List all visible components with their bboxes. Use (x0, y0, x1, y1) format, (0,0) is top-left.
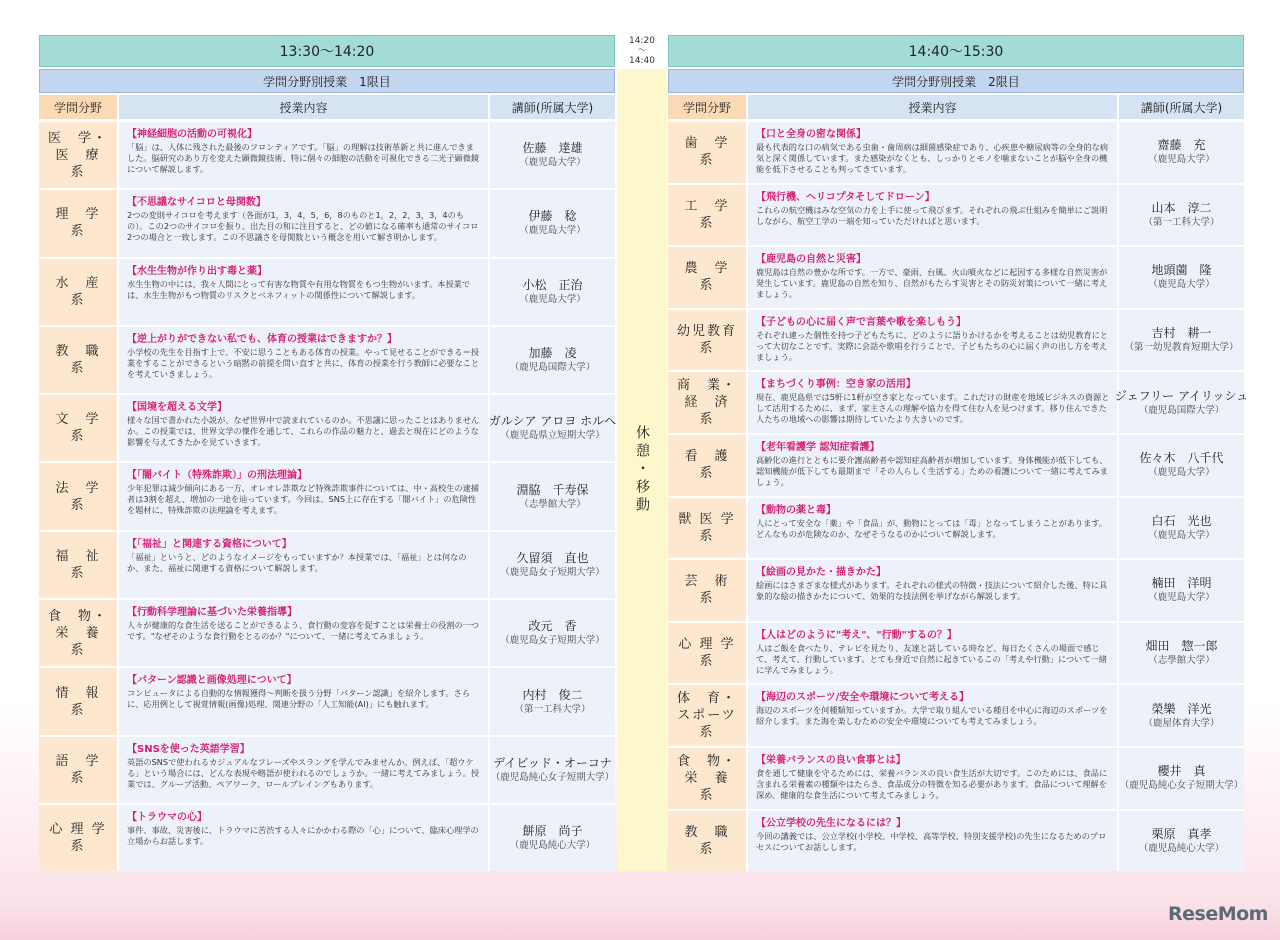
content-cell (746, 435, 1117, 496)
lecturer-cell (1117, 498, 1244, 559)
class-description: コンピュータによる自動的な情報獲得～判断を扱う分野「パターン認識」を紹介します。さらに、応用例として視覚情報(画像)処理、関連分野の「人工知能(AI)」にも触れます。 (127, 688, 471, 710)
lecturer-affiliation: （鹿児島女子短期大学） (500, 635, 605, 647)
class-title: 【絵画の見かた・描きかた】 (756, 567, 886, 579)
field-cell (668, 185, 746, 246)
content-cell (117, 668, 488, 734)
period1-title: 学問分野別授業 1限目 (39, 69, 615, 93)
lecturer-cell (1117, 748, 1244, 809)
table-row (668, 183, 1244, 246)
content-cell (746, 185, 1117, 246)
content-cell (746, 685, 1117, 746)
class-title: 【「福祉」と関連する資格について】 (127, 538, 292, 550)
content-cell (117, 395, 488, 461)
class-title: 【トラウマの心】 (127, 811, 207, 823)
field-cell (668, 122, 746, 183)
content-cell (117, 600, 488, 666)
class-description: 鹿児島は自然の豊かな所です。一方で、豪雨、台風、火山噴火などに起因する多様な自然災害が発生しています。鹿児島の自然を知り、自然がもたらす災害とその防災対策について一緒に考えましょう。 (756, 267, 1108, 300)
lecturer-affiliation: （第一幼児教育短期大学） (1124, 342, 1239, 354)
class-title: 【逆上がりができない私でも、体育の授業はできますか？】 (127, 333, 397, 345)
field-label: 情 報 系 (55, 685, 116, 718)
content-cell (117, 259, 488, 325)
lecturer-affiliation: （鹿児島純心大学） (509, 840, 596, 852)
class-title: 【パターン認識と画像処理について】 (127, 675, 297, 687)
class-title: 【行動科学理論に基づいた栄養指導】 (127, 607, 297, 619)
content-cell (746, 247, 1117, 308)
period1-time: 13:30～14:20 (39, 35, 615, 67)
field-label: 獣 医 学 系 (678, 511, 736, 544)
content-cell (746, 560, 1117, 621)
class-description: 水生生物の中には、我々人間にとって有害な物質や有用な物質をもつ生物がいます。本授業では、水生生物がもつ物質のリスクとベネフィットの関係性について解説します。 (127, 278, 471, 300)
content-cell (117, 805, 488, 871)
table-row (39, 120, 615, 188)
class-description: 2つの変則サイコロを考えます（各面が1，3，4，5，6，8のものと1，2，2，3，3，4のもの）。この2つのサイコロを振り、出た目の和に注目すると、どの値になる確率も通常のサイコロ2つの場合と一致します。この不思議さを母関数という概念を用いて解き明かします。 (127, 210, 479, 243)
table-row (668, 558, 1244, 621)
logo-text: ReseMom (1168, 903, 1268, 925)
field-cell (39, 668, 117, 734)
lecturer-cell (1117, 310, 1244, 371)
class-description: 少年犯罪は減少傾向にある一方、オレオレ詐欺など特殊詐欺事件については、中・高校生の逮捕者は3割を超え、増加の一途を辿っています。今回は、SNS上に存在する「闇バイト」の危険性を題材に、特殊詐欺の法理論を考えます。 (127, 483, 479, 516)
field-label: 語 学 系 (55, 753, 116, 786)
table-row (39, 735, 615, 803)
field-label: 体 育・ スポーツ系 (676, 691, 737, 741)
lecturer-affiliation: （鹿児島国際大学） (1138, 404, 1225, 416)
content-cell (117, 327, 488, 393)
class-description: 食を通して健康を守るためには、栄養バランスの良い食生活が大切です。このためには、食品に含まれる栄養素の種類やはたらき、食品成分の特徴を知る必要があります。食品について理解を深め、健康的な食生活について考えてみましょう。 (756, 767, 1108, 800)
field-cell (39, 190, 117, 256)
table-row (668, 245, 1244, 308)
lecturer-affiliation: （鹿児島大学） (1148, 592, 1215, 604)
field-label: 幼児教育系 (676, 324, 737, 357)
field-label: 歯 学 系 (684, 136, 745, 169)
class-title: 【口と全身の密な関係】 (756, 129, 866, 140)
class-title: 【人はどのように"考え"、"行動"するの？】 (756, 629, 957, 641)
class-title: 【海辺のスポーツ/安全や環境について考える】 (756, 692, 970, 704)
content-cell (746, 811, 1117, 872)
lecturer-cell (488, 122, 615, 188)
lecturer-name: 栗原 真孝 (1151, 826, 1212, 841)
column-header-content: 授業内容 (117, 95, 488, 120)
lecturer-name: 加藤 凌 (528, 346, 577, 361)
field-cell (668, 498, 746, 559)
table-row (39, 530, 615, 598)
field-label: 食 物・ 栄 養 系 (47, 608, 116, 658)
field-cell (668, 811, 746, 872)
field-cell (39, 122, 117, 188)
lecturer-name: 地頭薗 隆 (1151, 263, 1212, 278)
lecturer-affiliation: （鹿児島純心大学） (1138, 842, 1225, 854)
lecturer-name: 榮樂 洋光 (1151, 701, 1212, 716)
column-header-lecturer: 講師(所属大学) (1117, 95, 1244, 120)
lecturer-affiliation: （第一工科大学） (1143, 216, 1220, 228)
field-cell (39, 600, 117, 666)
table-row (668, 370, 1249, 433)
class-description: 今回の講義では、公立学校(小学校、中学校、高等学校、特別支援学校)の先生になるためのプロセスについてお話しします。 (756, 830, 1107, 852)
period1-table (39, 95, 615, 871)
period1-column-headers (39, 95, 615, 120)
lecturer-cell (1114, 372, 1249, 433)
lecturer-cell (488, 190, 615, 256)
lecturer-affiliation: （鹿児島大学） (1148, 529, 1215, 541)
lecturer-name: 佐藤 達雄 (522, 141, 583, 156)
lecturer-cell (488, 327, 615, 393)
table-row (668, 621, 1244, 684)
lecturer-affiliation: （鹿児島大学） (1148, 467, 1215, 479)
field-label: 医 学・ 医 療 系 (47, 130, 116, 180)
lecturer-cell (488, 532, 615, 598)
lecturer-affiliation: （鹿児島県立短期大学） (500, 430, 605, 442)
field-label: 心 理 学 系 (678, 637, 736, 670)
lecturer-cell (1117, 560, 1244, 621)
field-cell (39, 395, 117, 461)
lecturer-affiliation: （鹿児島大学） (519, 225, 586, 237)
field-cell (39, 737, 117, 803)
table-row (39, 257, 615, 325)
lecturer-affiliation: （鹿屋体育大学） (1143, 717, 1220, 729)
field-cell (668, 372, 746, 433)
lecturer-name: 淵脇 千寿保 (516, 482, 589, 497)
class-title: 【SNSを使った英語学習】 (127, 743, 250, 755)
lecturer-name: 山本 淳二 (1151, 200, 1212, 215)
column-header-field: 学問分野 (39, 95, 117, 120)
lecturer-name: 楠田 洋明 (1151, 576, 1212, 591)
content-cell (746, 310, 1117, 371)
field-cell (668, 560, 746, 621)
table-row (39, 393, 615, 461)
field-label: 法 学 系 (55, 480, 116, 513)
lecturer-name: 餅原 尚子 (522, 824, 583, 839)
column-header-lecturer: 講師(所属大学) (488, 95, 615, 120)
class-title: 【不思議なサイコロと母関数】 (127, 197, 266, 209)
table-row (39, 461, 615, 529)
field-cell (39, 532, 117, 598)
lecturer-name: 伊藤 稔 (528, 209, 577, 224)
period2-column-headers (668, 95, 1244, 120)
lecturer-cell (1117, 623, 1244, 684)
lecturer-affiliation: （鹿児島純心女子短期大学） (490, 771, 615, 783)
class-description: 絵画にはさまざまな様式があります。それぞれの様式の特徴・技法について紹介した後、特に具象的な絵の描きかたについて、効果的な技法例を挙げながら解説します。 (756, 580, 1108, 602)
lecturer-cell (488, 600, 615, 666)
content-cell (117, 737, 488, 803)
lecturer-affiliation: （鹿児島国際大学） (509, 362, 596, 374)
content-cell (746, 748, 1117, 809)
content-cell (117, 122, 488, 188)
table-row (668, 683, 1244, 746)
lecturer-name: 白石 光也 (1151, 513, 1212, 528)
field-label: 福 祉 系 (55, 548, 116, 581)
break-label: 休憩・移動 (634, 425, 650, 515)
class-description: 人々が健康的な食生活を送ることができるよう、食行動の変容を促すことは栄養士の役割の一つです。"なぜそのような食行動をとるのか？"について、一緒に考えてみましょう。 (127, 620, 480, 642)
period2-time: 14:40～15:30 (668, 35, 1244, 67)
content-cell (117, 190, 488, 256)
class-title: 【老年看護学 認知症看護】 (756, 441, 880, 453)
class-description: 現在、鹿児島県では5軒に1軒が空き家となっています。これだけの財産を地域ビジネスの資源として活用するために、まず、家主さんの理解や協力を得て住む人を見つけます。移り住んできた人たちの地域への影響は期待していたより大きいのです。 (756, 392, 1110, 425)
class-title: 【「闇バイト（特殊詐欺）」の刑法理論】 (127, 470, 307, 482)
class-title: 【子どもの心に届く声で言葉や歌を楽しもう】 (756, 316, 966, 328)
class-title: 【動物の薬と毒】 (756, 504, 836, 516)
lecturer-affiliation: （鹿児島女子短期大学） (500, 566, 605, 578)
field-cell (668, 435, 746, 496)
field-cell (668, 247, 746, 308)
class-description: 人にとって安全な「薬」や「食品」が、動物にとっては「毒」となってしまうことがあります。どんなものが危険なのか、なぜそうなるのかについて解説します。 (756, 517, 1108, 539)
break-time-sep: ～ (637, 46, 647, 56)
class-description: 高齢化の進行とともに要介護高齢者や認知症高齢者が増加しています。身体機能が低下しても、認知機能が低下しても最期まで「その人らしく生活する」ための看護について一緒に考えてみましょう。 (756, 454, 1108, 487)
class-description: 様々な国で書かれた小説が、なぜ世界中で読まれているのか。不思議に思ったことはありませんか。この授業では、世界文学の傑作を通して、これらの作品の魅力と、過去と現在にどのような影響を与えてきたかを見ていきます。 (127, 415, 480, 448)
field-label: 水 産 系 (55, 275, 116, 308)
field-cell (39, 463, 117, 529)
lecturer-name: 佐々木 八千代 (1139, 451, 1224, 466)
lecturer-cell (488, 737, 615, 803)
table-row (668, 809, 1244, 872)
table-row (668, 433, 1244, 496)
lecturer-cell (488, 805, 615, 871)
lecturer-cell (1117, 247, 1244, 308)
table-row (668, 746, 1244, 809)
table-row (668, 120, 1244, 183)
content-cell (746, 498, 1117, 559)
field-cell (39, 259, 117, 325)
class-description: 最も代表的な口の病気である虫歯・歯周病は細菌感染症であり、心疾患や糖尿病等の全身的な病気と深く関係しています。また感染がなくとも、しっかりとモノを噛まないことが脳や全身の機能を低下させることも判ってきています。 (756, 142, 1109, 174)
field-cell (39, 327, 117, 393)
break-time-start: 14:20 (629, 36, 655, 46)
content-cell (746, 372, 1117, 433)
class-description: 小学校の先生を目指す上で、不安に思うこともある体育の授業。やって見せることができる＝授業をすることができるという暗黙の前提を問い直すと共に、体育の授業を行う教師に必要なことを考えていきましょう。 (127, 346, 480, 379)
lecturer-affiliation: （志學館大学） (519, 498, 586, 510)
lecturer-name: 吉村 耕一 (1151, 326, 1212, 341)
class-title: 【国境を超える文学】 (127, 402, 227, 414)
break-column (617, 69, 667, 871)
class-description: 事件、事故、災害後に、トラウマに苦渋する人々にかかわる際の「心」について、臨床心理学の立場からお話します。 (127, 824, 479, 846)
class-title: 【まちづくり事例：空き家の活用】 (756, 379, 916, 391)
field-label: 理 学 系 (55, 207, 116, 240)
lecturer-affiliation: （鹿児島大学） (519, 157, 586, 169)
field-cell (668, 685, 746, 746)
field-label: 工 学 系 (684, 198, 745, 231)
class-description: 海辺のスポーツを何種類知っていますか。大学で取り組んでいる種目を中心に海辺のスポーツを紹介します。また海を楽しむための安全や環境についても考えてみましょう。 (756, 705, 1108, 727)
lecturer-cell (1117, 435, 1244, 496)
class-description: これらの航空機はみな空気の力を上手に使って飛びます。それぞれの飛ぶ仕組みを簡単にご説明しながら、航空工学の一端を知っていただければと思います。 (756, 204, 1108, 226)
lecturer-cell (1117, 185, 1244, 246)
field-cell (668, 623, 746, 684)
content-cell (746, 623, 1117, 684)
lecturer-name: 小松 正治 (522, 277, 583, 292)
field-label: 芸 術 系 (684, 574, 745, 607)
field-cell (668, 748, 746, 809)
content-cell (117, 532, 488, 598)
lecturer-affiliation: （志學館大学） (1148, 655, 1215, 667)
lecturer-affiliation: （鹿児島純心女子短期大学） (1119, 780, 1244, 792)
class-title: 【栄養バランスの良い食事とは】 (756, 754, 906, 766)
class-title: 【飛行機、ヘリコプタそしてドローン】 (756, 191, 935, 203)
lecturer-name: ガルシア アロヨ ホルヘ (488, 414, 617, 429)
lecturer-cell (488, 463, 615, 529)
field-label: 心 理 学 系 (49, 822, 107, 855)
column-header-content: 授業内容 (746, 95, 1117, 120)
class-title: 【鹿児島の自然と災害】 (756, 254, 866, 266)
table-row (39, 803, 615, 871)
table-row (668, 496, 1244, 559)
field-label: 看 護 系 (684, 449, 745, 482)
table-row (39, 666, 615, 734)
lecturer-name: 齋藤 充 (1157, 138, 1206, 153)
lecturer-cell (488, 668, 615, 734)
period2-table (668, 95, 1249, 871)
table-row (39, 598, 615, 666)
class-title: 【神経細胞の活動の可視化】 (127, 129, 257, 140)
table-row (39, 325, 615, 393)
break-time-end: 14:40 (629, 56, 655, 66)
content-cell (746, 122, 1117, 183)
field-cell (39, 805, 117, 871)
lecturer-name: 内村 俊二 (522, 687, 583, 702)
class-description: それぞれ違った個性を持つ子どもたちに、どのように語りかけるかを考えることは幼児教育にとって大切なことです。実際に会話や歌唱を行うことで、子どもたちの心に届く声の出し方を考えましょう。 (756, 329, 1109, 362)
class-description: 人はご飯を食べたり、テレビを見たり、友達と話している時など、毎日たくさんの場面で感じて、考えて、行動しています。とても身近で自然に起きているこの「考えや行動」について一緒に学んでみましょう。 (756, 642, 1107, 675)
lecturer-affiliation: （鹿児島大学） (519, 293, 586, 305)
period2-title: 学問分野別授業 2限目 (668, 69, 1244, 93)
break-time (617, 35, 667, 67)
lecturer-cell (1117, 685, 1244, 746)
content-cell (117, 463, 488, 529)
column-header-field: 学問分野 (668, 95, 746, 120)
lecturer-name: デイビッド・オーコナ (493, 755, 612, 770)
table-row (39, 188, 615, 256)
lecturer-cell (1117, 811, 1244, 872)
lecturer-name: ジェフリー アイリッシュ (1114, 388, 1249, 403)
field-label: 商 業・ 経 済 系 (676, 378, 745, 428)
field-label: 食 物・ 栄 養 系 (676, 753, 745, 803)
field-label: 農 学 系 (684, 261, 745, 294)
resemom-logo (1168, 903, 1268, 925)
field-label: 教 職 系 (55, 344, 116, 377)
class-description: 「脳」は、人体に残された最後のフロンティアです。「脳」の理解は技術革新と共に進んできました。脳研究のあり方を変えた顕微鏡技術、特に個々の細胞の活動を可視化できる二光子顕微鏡について解説します。 (127, 142, 480, 174)
lecturer-affiliation: （鹿児島大学） (1148, 279, 1215, 291)
field-label: 文 学 系 (55, 412, 116, 445)
lecturer-name: 久留須 直也 (516, 550, 589, 565)
field-label: 教 職 系 (684, 824, 745, 857)
field-cell (668, 310, 746, 371)
lecturer-affiliation: （第一工科大学） (514, 703, 591, 715)
lecturer-affiliation: （鹿児島大学） (1148, 154, 1215, 166)
lecturer-name: 畑田 惣一郎 (1145, 639, 1218, 654)
lecturer-cell (488, 395, 615, 461)
class-description: 「福祉」というと、どのようなイメージをもっていますか？本授業では、「福祉」とは何なのか、また、福祉に関連する資格について解説します。 (127, 551, 467, 573)
lecturer-name: 改元 香 (528, 619, 577, 634)
lecturer-name: 櫻井 真 (1157, 764, 1206, 779)
table-row (668, 308, 1244, 371)
class-description: 英語のSNSで使われるカジュアルなフレーズやスラングを学んでみませんか。例えば、「超ウケる」という場合には、どんな表現や略語が使われるのでしょうか。一緒に考えてみましょう。授業では、グループ活動、ペアワーク、ロールプレイングもあります。 (127, 756, 480, 789)
lecturer-cell (1117, 122, 1244, 183)
class-title: 【水生生物が作り出す毒と薬】 (127, 265, 267, 277)
lecturer-cell (488, 259, 615, 325)
class-title: 【公立学校の先生になるには？】 (756, 817, 906, 829)
